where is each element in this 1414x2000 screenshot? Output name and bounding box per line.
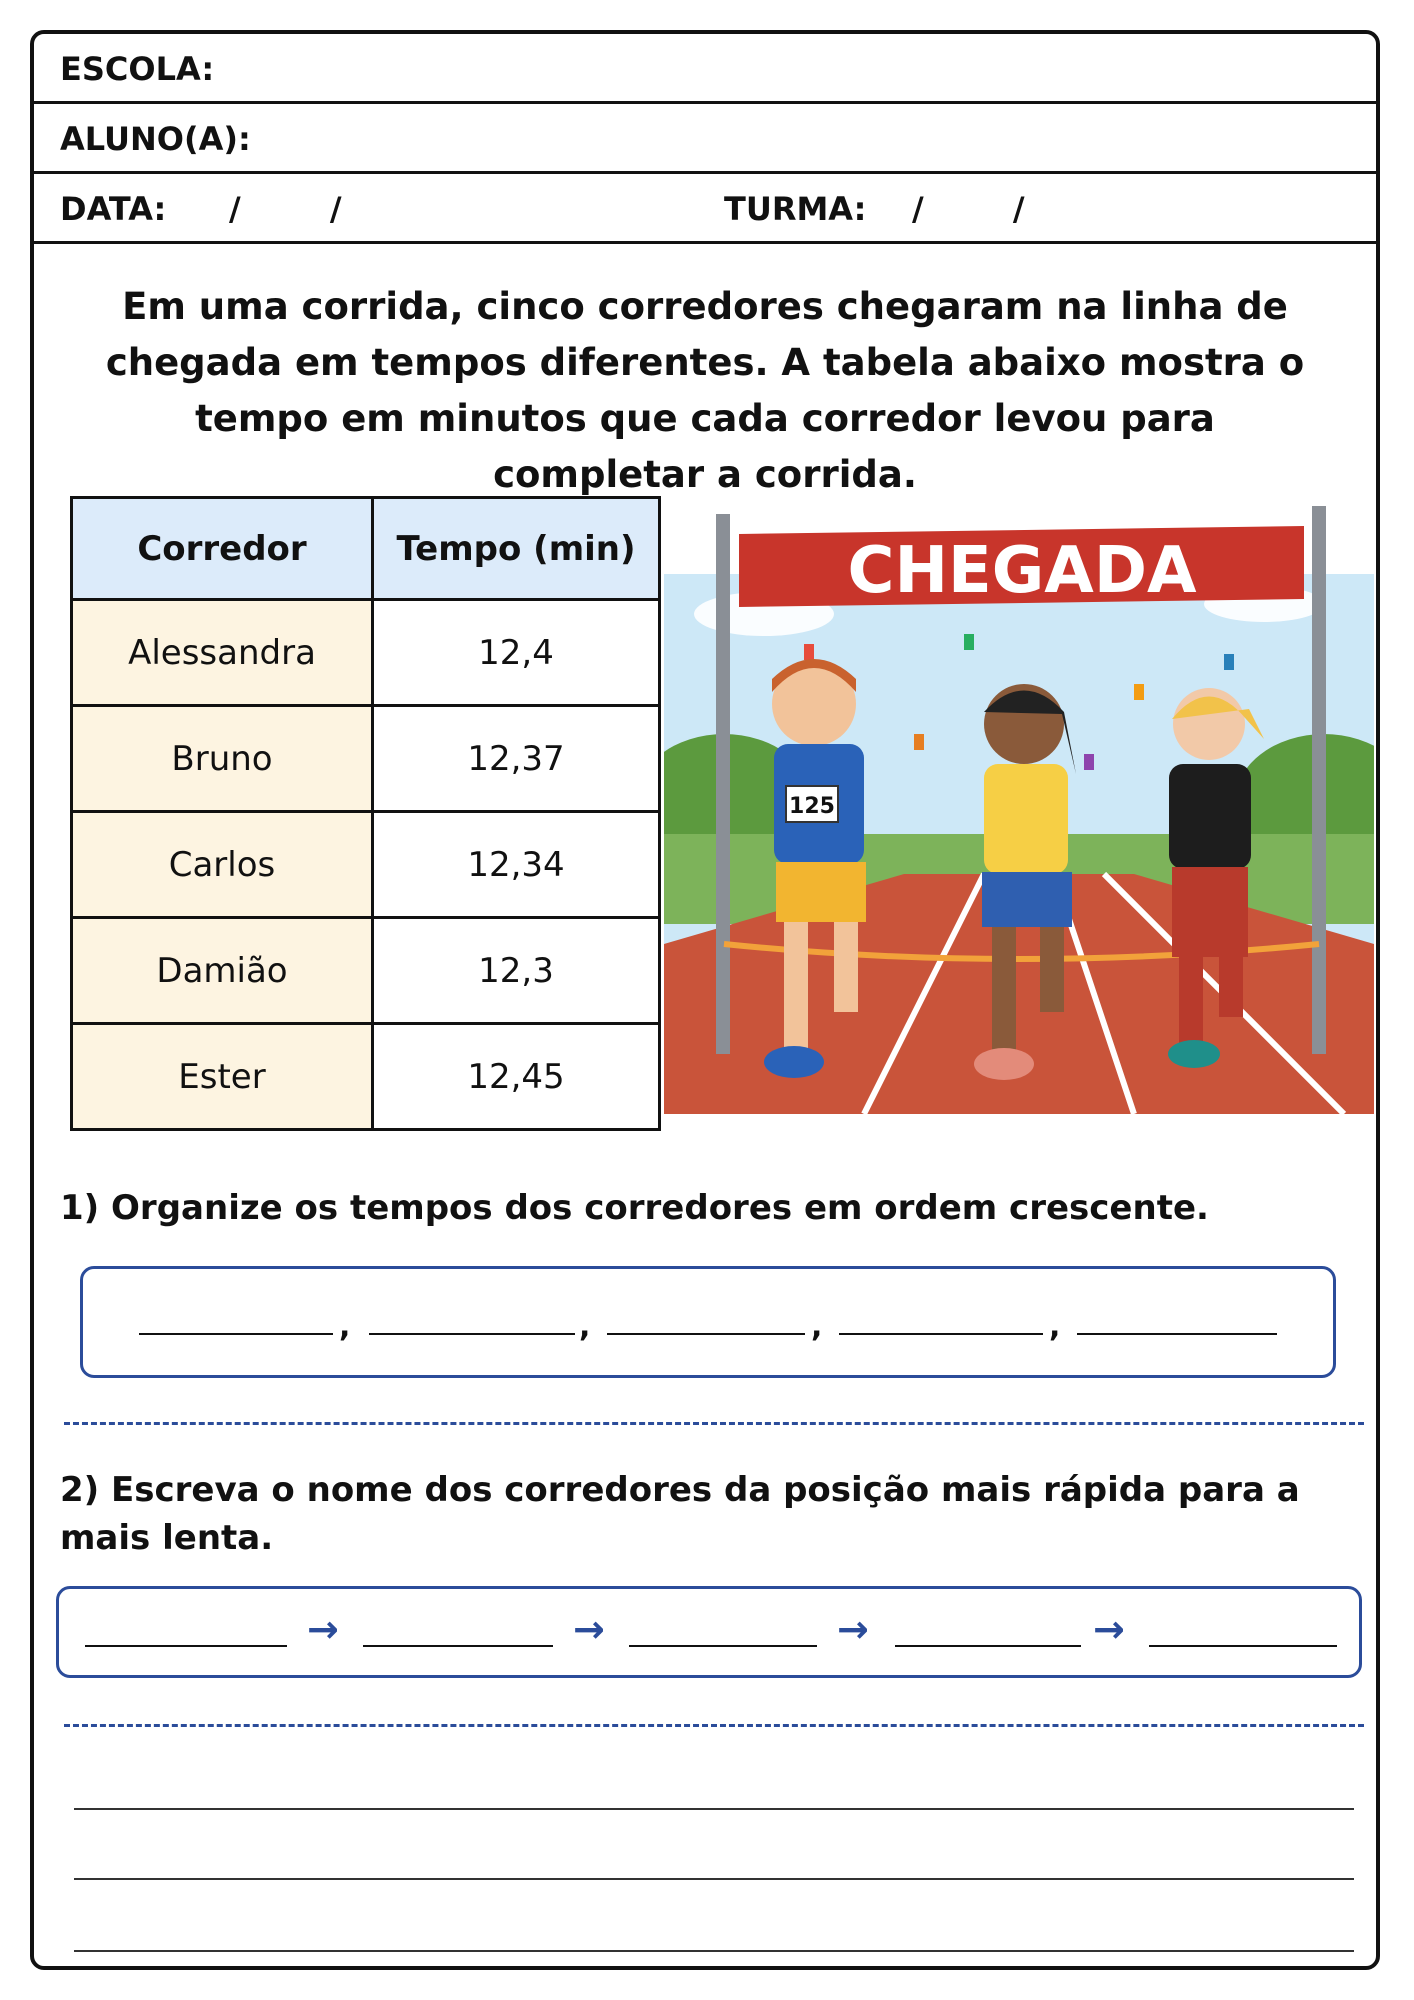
comma-separator: , [1049, 1309, 1061, 1344]
dashed-divider [64, 1422, 1364, 1425]
confetti [1134, 684, 1144, 700]
left-pole [716, 514, 730, 1054]
runner-name: Ester [72, 1024, 373, 1130]
answer-box-1[interactable] [80, 1266, 1336, 1378]
table-row [72, 600, 660, 706]
answer-blank[interactable] [369, 1333, 575, 1335]
bib-number: 125 [789, 794, 835, 819]
runner-name: Carlos [72, 812, 373, 918]
date-class-row[interactable] [34, 174, 1376, 244]
table-header-time: Tempo (min) [373, 498, 660, 600]
table-header-row [72, 498, 660, 600]
runner-time: 12,45 [373, 1024, 660, 1130]
class-label: TURMA: [724, 190, 867, 228]
answer-box-2[interactable] [56, 1586, 1362, 1678]
answer-blank[interactable] [1149, 1645, 1337, 1647]
answer-blank[interactable] [363, 1645, 553, 1647]
confetti [1224, 654, 1234, 670]
answer-blank[interactable] [839, 1333, 1043, 1335]
arrow-icon: → [573, 1607, 605, 1651]
confetti [964, 634, 974, 650]
question-2: 2) Escreva o nome dos corredores da posição mais rápida para a mais lenta. [60, 1470, 1300, 1558]
table-header-runner: Corredor [72, 498, 373, 600]
dashed-divider [64, 1724, 1364, 1727]
writing-line[interactable] [74, 1808, 1354, 1810]
runner-name: Damião [72, 918, 373, 1024]
runner-name: Alessandra [72, 600, 373, 706]
right-pole [1312, 506, 1326, 1054]
school-row[interactable] [34, 34, 1376, 104]
runner-time: 12,4 [373, 600, 660, 706]
arrow-icon: → [307, 1607, 339, 1651]
runner-time: 12,34 [373, 812, 660, 918]
times-table [70, 496, 661, 1131]
answer-blank[interactable] [629, 1645, 817, 1647]
intro-text: Em uma corrida, cinco corredores chegaram na linha de chegada em tempos diferentes. A tabela abaixo mostra o tempo em minutos que cada corredor levou para completar a corrida. [105, 285, 1305, 496]
writing-line[interactable] [74, 1950, 1354, 1952]
comma-separator: , [339, 1309, 351, 1344]
runner-time: 12,3 [373, 918, 660, 1024]
runner-time: 12,37 [373, 706, 660, 812]
class-slashes: / / [912, 190, 1025, 228]
comma-separator: , [579, 1309, 591, 1344]
finish-line-illustration [664, 474, 1374, 1114]
student-label: ALUNO(A): [60, 120, 251, 158]
answer-blank[interactable] [607, 1333, 805, 1335]
writing-line[interactable] [74, 1878, 1354, 1880]
arrow-icon: → [1093, 1607, 1125, 1651]
date-label: DATA: [60, 190, 167, 228]
confetti [1084, 754, 1094, 770]
runner-name: Bruno [72, 706, 373, 812]
worksheet [30, 30, 1380, 1970]
school-label: ESCOLA: [60, 50, 215, 88]
answer-blank[interactable] [85, 1645, 287, 1647]
table-row [72, 1024, 660, 1130]
banner-text: CHEGADA [847, 534, 1197, 608]
question-1: 1) Organize os tempos dos corredores em ordem crescente. [60, 1188, 1209, 1228]
confetti [804, 644, 814, 660]
arrow-icon: → [837, 1607, 869, 1651]
comma-separator: , [811, 1309, 823, 1344]
answer-blank[interactable] [1077, 1333, 1277, 1335]
answer-blank[interactable] [895, 1645, 1081, 1647]
table-row [72, 918, 660, 1024]
table-row [72, 812, 660, 918]
date-slashes: / / [229, 190, 342, 228]
table-row [72, 706, 660, 812]
answer-blank[interactable] [139, 1333, 333, 1335]
confetti [914, 734, 924, 750]
student-row[interactable] [34, 104, 1376, 174]
